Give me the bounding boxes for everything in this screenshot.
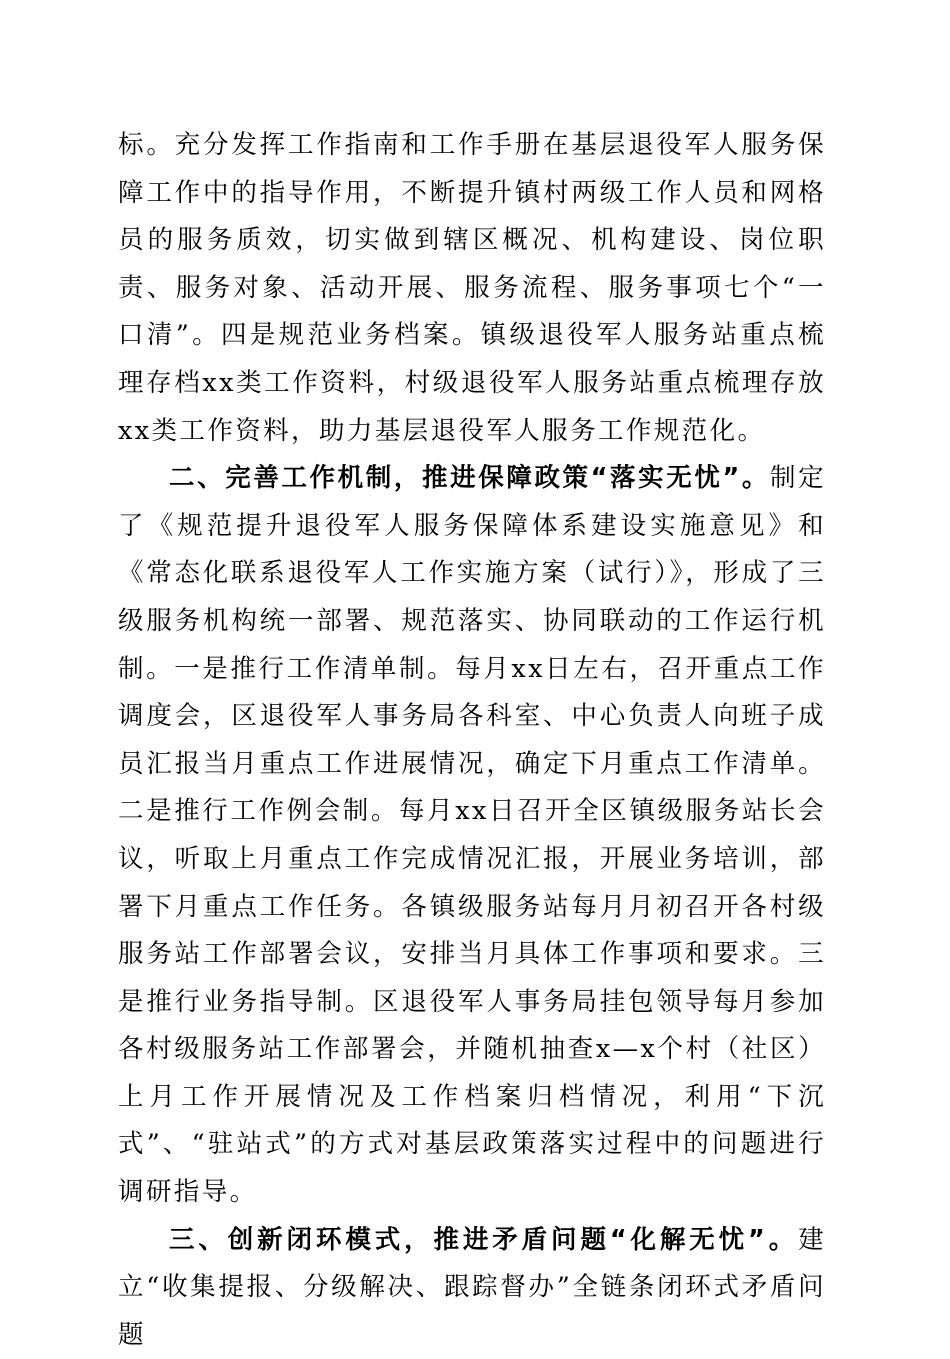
paragraph-text: 制定了《规范提升退役军人服务保障体系建设实施意见》和《常态化联系退役军人工作实施方案（试行）》，形成了三级服务机构统一部署、规范落实、协同联动的工作运行机制。一是推行工作清单制。每月xx日左右，召开重点工作调度会，区退役军人事务局各科室、中心负责人向班子成员汇报当月重点工作进展情况，确定下月重点工作清单。二是推行工作例会制。每月xx日召开全区镇级服务站长会议，听取上月重点工作完成情况汇报，开展业务培训，部署下月重点工作任务。各镇级服务站每月月初召开各村级服务站工作部署会议，安排当月具体工作事项和要求。三是推行业务指导制。区退役军人事务局挂包领导每月参加各村级服务站工作部署会，并随机抽查x—x个村（社区）上月工作开展情况及工作档案归档情况，利用“下沉式”、“驻站式”的方式对基层政策落实过程中的问题进行调研指导。 bbox=[118, 463, 826, 1208]
paragraph-text: 建立“收集提报、分级解决、跟踪督办”全链条闭环式矛盾问题 bbox=[118, 1224, 826, 1350]
section-heading: 二、完善工作机制，推进保障政策“落实无忧”。 bbox=[169, 463, 770, 494]
paragraph-section-two bbox=[118, 455, 826, 1217]
section-heading: 三、创新闭环模式，推进矛盾问题“化解无忧”。 bbox=[169, 1224, 799, 1255]
paragraph-section-three bbox=[118, 1217, 826, 1359]
document-body bbox=[118, 122, 826, 1359]
paragraph-continuation bbox=[118, 122, 826, 455]
paragraph-text: 标。充分发挥工作指南和工作手册在基层退役军人服务保障工作中的指导作用，不断提升镇村两级工作人员和网格员的服务质效，切实做到辖区概况、机构建设、岗位职责、服务对象、活动开展、服务流程、服务事项七个“一口清”。四是规范业务档案。镇级退役军人服务站重点梳理存档xx类工作资料，村级退役军人服务站重点梳理存放xx类工作资料，助力基层退役军人服务工作规范化。 bbox=[118, 130, 826, 446]
